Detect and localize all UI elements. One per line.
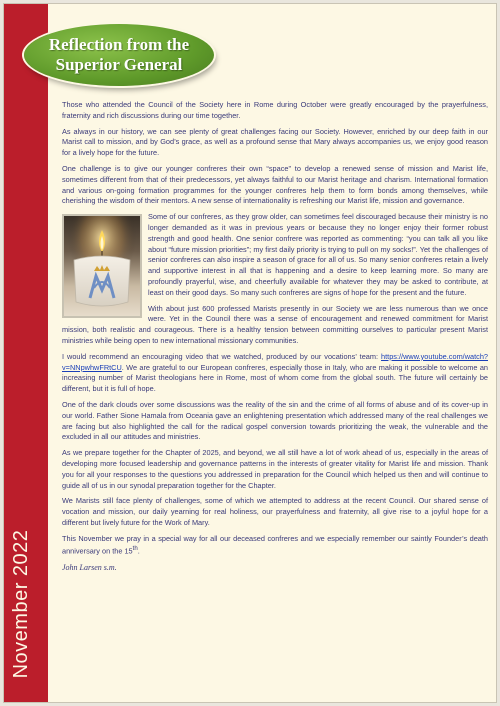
candle-image xyxy=(64,216,140,316)
newsletter-page xyxy=(3,3,497,703)
paragraph: As always in our history, we can see plenty of great challenges facing our Society. However, enriched by our deep faith in our Marist call to mission, and by God’s grace, as well as a profound sense that Mary always accompanies us, we enjoy good reason for a lively hope for the future. xyxy=(62,126,488,158)
title-line-2: Superior General xyxy=(55,55,183,74)
paragraph: Those who attended the Council of the Society here in Rome during October were greatly encouraged by the prayerfulness, fraternity and rich discussions during our time together. xyxy=(62,100,488,120)
title-line-1: Reflection from the xyxy=(48,35,190,54)
month-label: November 2022 xyxy=(10,529,32,679)
paragraph-text: This November we pray in a special way for all our deceased confreres and we especially remember our saintly Founder’s death anniversary on the 15 xyxy=(62,533,488,556)
page-title xyxy=(34,35,204,75)
paragraph-text: Some of our confreres, as they grow older, can sometimes feel discouraged because their ministry is no longer demanded as it was in previous years or because they no longer enjoy their former robust strength and good health. One senior confrere was reported as commenting: “you can talk all you like about “future mission priorities”; my first daily priority is trying to pull on my socks!”. Yet the challenges of senior confreres can also inspire a season of grace for all of us. So many senior confreres retain a lively and supportive interest in all that is happening and a desire to keep learning more. So many are profoundly prayerful, wise, and cheerfully available for whatever they may be asked to contribute, at least on their good days. So many such confreres are signs of hope for the present and the future. xyxy=(148,212,488,297)
paragraph-text: . xyxy=(137,546,140,556)
paragraph-text: . We are grateful to our European confreres, especially those in Italy, who are making it possible to welcome an increasing number of Marist theologians here in Rome, most of whom come from the global south. The future will certainly be different, but it is full of hope. xyxy=(62,362,488,394)
paragraph: One challenge is to give our younger confreres their own “space” to develop a renewed sense of mission and Marist life, sometimes different from that of their predecessors, yet always faithful to our Marist heritage and charism. International formation and various on-going formation programmes for the younger confreres help them to form bonds among themselves, while cherishing the wisdom of their mentors. A new sense of internationality is refreshing our Marist life, mission and governance. xyxy=(62,163,488,206)
article-body xyxy=(62,100,488,574)
paragraph: We Marists still face plenty of challenges, some of which we attempted to address at the recent Council. Our shared sense of vocation and mission, our daily yearning for real holiness, our prayerfulness and fraternity, all give rise to a joyful hope for a different but lively future for the Work of Mary. xyxy=(62,496,488,527)
ordinal-suffix: th xyxy=(132,545,138,553)
paragraph: With about just 600 professed Marists presently in our Society we are less numerous than we once were. Yet in the Council there was a sense of encouragement and renewed commitment for Marist mission, both realistic and courageous. There is a healthy tension between committing ourselves to particular present Marist ministries while being open to new international missionary communities. xyxy=(62,303,488,345)
paragraph xyxy=(62,534,488,558)
paragraph: One of the dark clouds over some discussions was the reality of the sin and the crime of all forms of abuse and of its cover-up in our world. Father Sione Hamala from Oceania gave an enlightening presentation which addressed many of the real challenges we are facing but also highlighted the call for the radical gospel conversion towards prioritizing the weak, the vulnerable and the excluded in all our attitudes and ministries. xyxy=(62,399,488,442)
signature: John Larsen s.m. xyxy=(62,562,117,572)
paragraph: As we prepare together for the Chapter of 2025, and beyond, we all still have a lot of work ahead of us, especially in the areas of developing more focused leadership and governance patterns in the interests of greater vitality for Marist life and mission. Thank you for all your responses to the questions you addressed in preparation for the Council which helped us then and will continue to guide all of us in our synodal preparation together for the Chapter. xyxy=(62,448,488,490)
candle-photo xyxy=(62,214,142,318)
paragraph xyxy=(62,352,488,395)
title-banner xyxy=(24,24,214,86)
paragraph xyxy=(62,212,488,298)
video-link[interactable]: https://www.youtube.com/watch?v=NNpwhwFRtCU xyxy=(62,351,488,372)
paragraph-text: I would recommend an encouraging video that we watched, produced by our vocations’ team: xyxy=(62,351,382,361)
